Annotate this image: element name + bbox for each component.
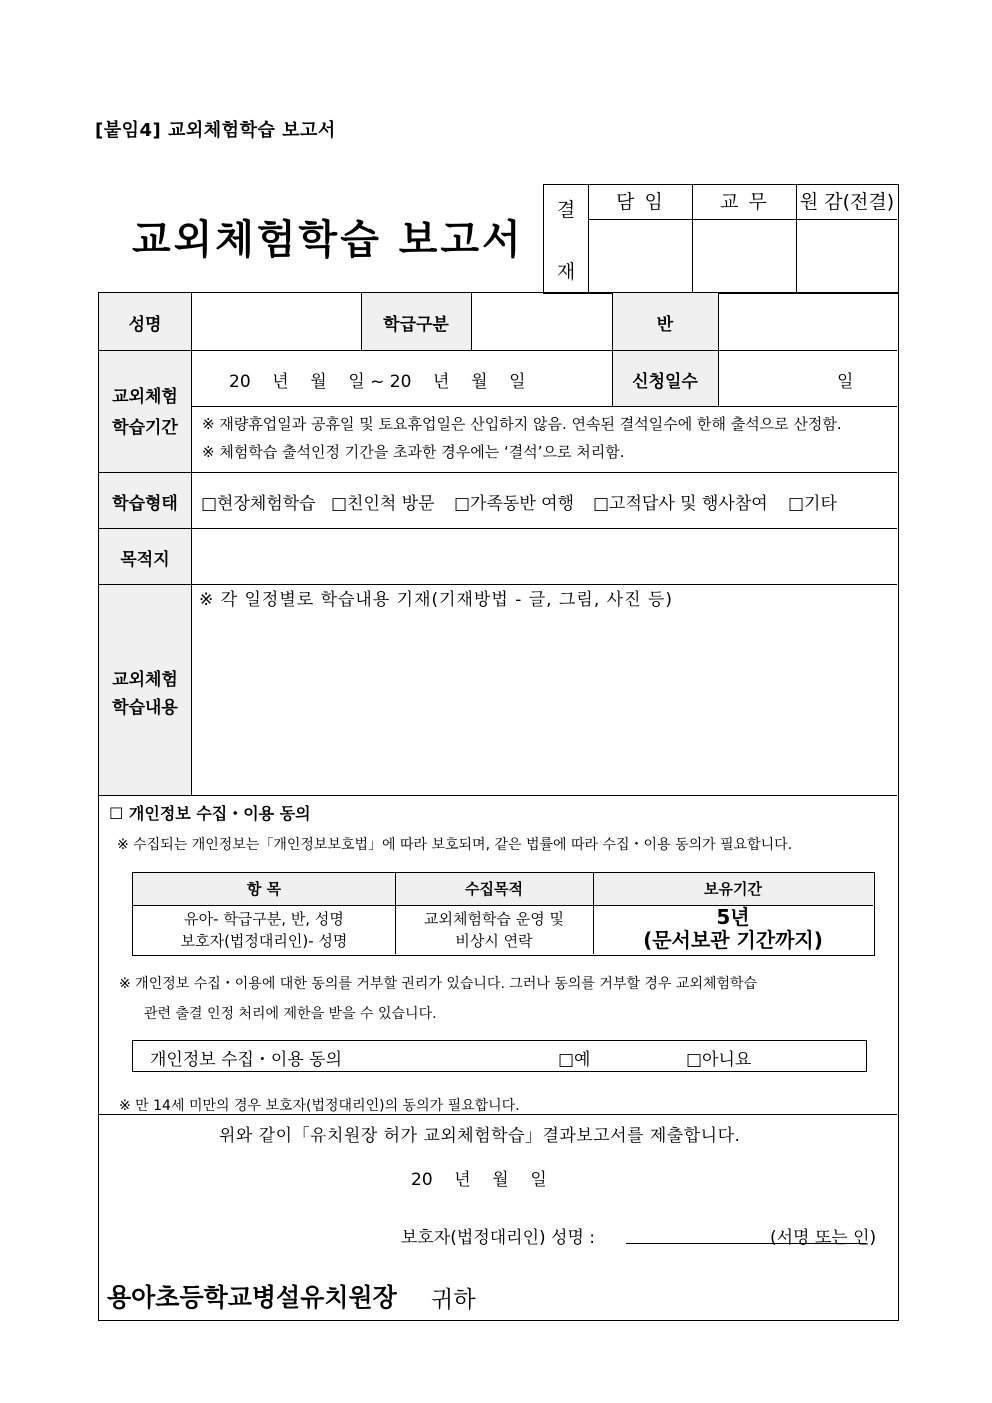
approval-label-top: 결	[556, 199, 576, 221]
privacy-col-retention: 보유기간	[704, 880, 762, 898]
privacy-heading: ☐ 개인정보 수집・이용 동의	[109, 804, 311, 823]
class-field[interactable]	[721, 296, 893, 347]
consent-box	[132, 1040, 867, 1072]
type-option-family-travel[interactable]: □가족동반 여행	[454, 494, 574, 514]
content-label-line2: 학습내용	[112, 698, 178, 718]
days-label: 신청일수	[632, 372, 698, 392]
consent-no[interactable]: □아니요	[686, 1050, 752, 1070]
days-unit[interactable]: 일	[837, 372, 854, 392]
type-option-heritage[interactable]: □고적답사 및 행사참여	[593, 494, 768, 514]
privacy-item-line2: 보호자(법정대리인)- 성명	[180, 932, 348, 950]
content-note: ※ 각 일정별로 학습내용 기재(기재방법 - 글, 그림, 사진 등)	[199, 590, 673, 610]
content-label-line1: 교외체험	[112, 670, 178, 690]
period-label-line2: 학습기간	[112, 418, 178, 438]
type-option-relatives[interactable]: □친인척 방문	[331, 494, 435, 514]
destination-field[interactable]	[194, 531, 894, 581]
name-field[interactable]	[194, 296, 358, 347]
approval-label	[544, 185, 589, 293]
type-option-field-trip[interactable]: □현장체험학습	[201, 494, 316, 514]
submission-date[interactable]: 20 년 월 일	[411, 1170, 547, 1190]
period-label-line1: 교외체험	[112, 387, 178, 407]
submission-statement: 위와 같이「유치원장 허가 교외체험학습」결과보고서를 제출합니다.	[219, 1126, 741, 1146]
privacy-col-purpose: 수집목적	[465, 880, 523, 898]
privacy-table	[132, 872, 875, 956]
report-form	[98, 292, 899, 1321]
type-label: 학습형태	[112, 494, 178, 514]
name-label: 성명	[128, 315, 162, 335]
content-field[interactable]	[194, 611, 894, 791]
approval-label-bottom: 재	[556, 261, 576, 283]
privacy-col-item: 항 목	[246, 880, 282, 898]
privacy-refusal-line2: 관련 출결 인정 처리에 제한을 받을 수 있습니다.	[144, 1006, 437, 1022]
grade-field[interactable]	[474, 296, 609, 347]
consent-yes[interactable]: □예	[558, 1050, 591, 1070]
page-title: 교외체험학습 보고서	[132, 217, 524, 263]
destination-label: 목적지	[120, 550, 170, 570]
recipient: 용아초등학교병설유치원장	[107, 1283, 397, 1312]
approval-box	[543, 184, 899, 294]
guardian-label: 보호자(법정대리인) 성명 :	[401, 1228, 596, 1248]
privacy-item-line1: 유아- 학급구분, 반, 성명	[184, 910, 344, 928]
period-date-range[interactable]: 20 년 월 일 ~ 20 년 월 일	[229, 372, 526, 392]
period-note-2: ※ 체험학습 출석인정 기간을 초과한 경우에는 ‘결석’으로 처리함.	[202, 443, 625, 461]
attachment-label: [붙임4] 교외체험학습 보고서	[95, 120, 336, 141]
privacy-retention-line2: (문서보관 기간까지)	[643, 928, 823, 952]
consent-label: 개인정보 수집・이용 동의	[150, 1050, 343, 1070]
approval-head-homeroom: 담 임	[589, 185, 692, 220]
label-column-shade	[99, 293, 191, 795]
privacy-purpose-line2: 비상시 연락	[455, 932, 533, 950]
approval-head-vice-principal: 원 감(전결)	[797, 185, 897, 220]
privacy-refusal-line1: ※ 개인정보 수집・이용에 대한 동의를 거부할 권리가 있습니다. 그러나 동의를 거부할 경우 교외체험학습	[119, 976, 758, 992]
type-option-other[interactable]: □기타	[788, 494, 837, 514]
class-label: 반	[656, 315, 674, 335]
privacy-purpose-line1: 교외체험학습 운영 및	[424, 910, 564, 928]
privacy-retention-line1: 5년	[716, 905, 750, 929]
privacy-under14: ※ 만 14세 미만의 경우 보호자(법정대리인)의 동의가 필요합니다.	[119, 1098, 520, 1114]
period-note-1: ※ 재량휴업일과 공휴일 및 토요휴업일은 산입하지 않음. 연속된 결석일수에 한해 출석으로 산정함.	[202, 415, 842, 433]
grade-label: 학급구분	[383, 315, 449, 335]
approval-col-homeroom	[589, 185, 693, 293]
approval-head-academic: 교 무	[693, 185, 796, 220]
approval-col-vice-principal	[797, 185, 897, 293]
privacy-notice: ※ 수집되는 개인정보는「개인정보보호법」에 따라 보호되며, 같은 법률에 따라 수집・이용 동의가 필요합니다.	[117, 837, 793, 853]
recipient-suffix: 귀하	[431, 1287, 476, 1313]
sign-hint: (서명 또는 인)	[770, 1228, 877, 1248]
approval-col-academic	[693, 185, 797, 293]
